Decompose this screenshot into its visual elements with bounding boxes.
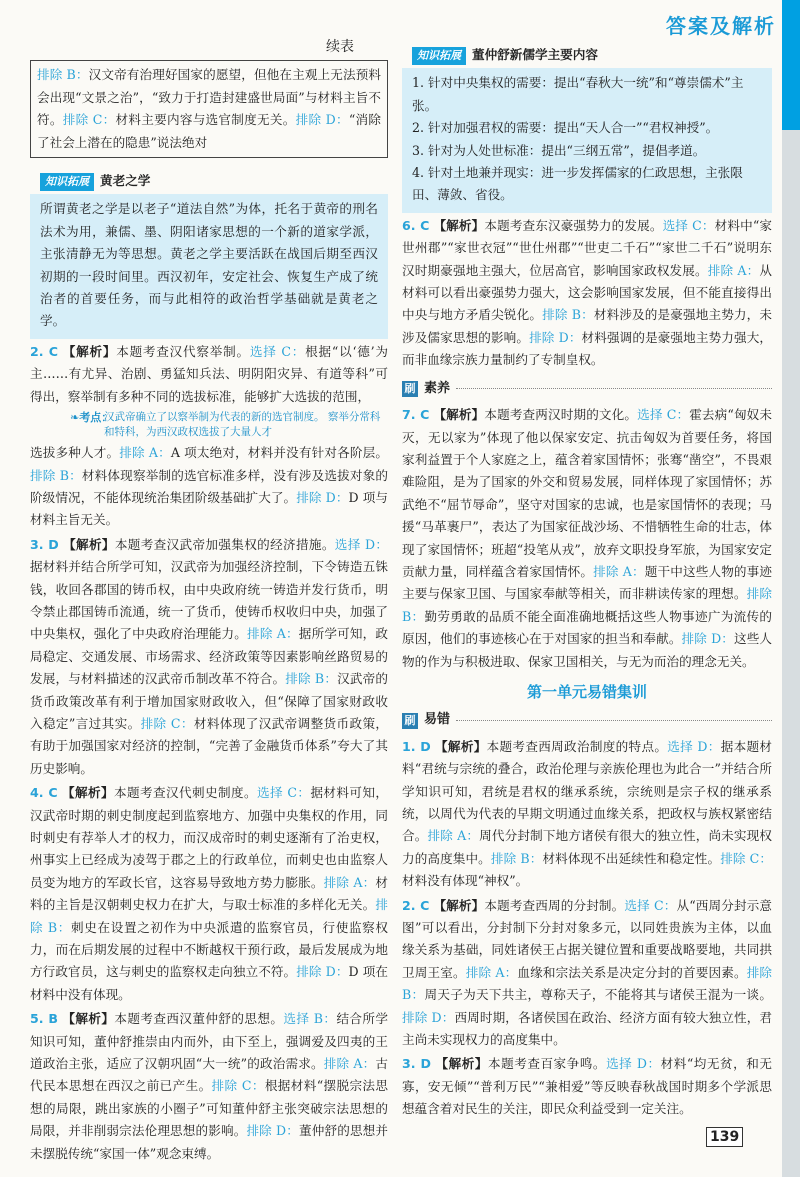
option-label: 排除 A： bbox=[427, 828, 480, 844]
brush-icon: 刷 bbox=[402, 381, 418, 397]
knowledge-item: 4. 针对土地兼并现实：进一步发挥儒家的仁政思想，主张限田、薄敛、省役。 bbox=[412, 165, 743, 203]
option-label: 排除 B： bbox=[542, 307, 594, 323]
knowledge-box-header bbox=[30, 166, 388, 194]
option-label: 排除 D： bbox=[246, 1123, 300, 1139]
analysis-tag: 【解析】 bbox=[435, 1056, 488, 1072]
answer-item-4 bbox=[30, 782, 388, 1006]
option-label: 排除 B： bbox=[490, 850, 543, 866]
text-segment: 材料“均无贫，和无寡，安无倾”“普利万民”“兼相爱”等反映春秋战国时期多个学派思想蕴含着对民生的关注，即民众利益受到一定关注。 bbox=[402, 1056, 773, 1117]
text-segment: D 项与材料主旨无关。 bbox=[30, 489, 389, 528]
option-label: 排除 C： bbox=[62, 112, 116, 128]
option-label: 选择 C： bbox=[637, 407, 690, 423]
option-label: 排除 A： bbox=[323, 1056, 376, 1072]
text-segment: 本题考查两汉时期的文化。 bbox=[484, 407, 638, 423]
option-label: 选择 D： bbox=[334, 536, 389, 552]
text-segment: 材料主要内容与选官制度无关。 bbox=[115, 112, 296, 128]
question-number: 2. C bbox=[30, 343, 58, 359]
note-mark: ❧考点： bbox=[70, 411, 113, 425]
analysis-tag: 【解析】 bbox=[63, 536, 115, 552]
option-label: 排除 A： bbox=[707, 262, 760, 278]
text-segment: 本题考查汉武帝加强集权的经济措施。 bbox=[114, 536, 335, 552]
text-segment: 根据“以‘德’为主……有尤异、治剧、勇猛知兵法、明阴阳灾异、有道等科”可得出，察举制有多种不同的选拔标准，能够扩大选拔的范围， bbox=[30, 343, 388, 404]
section-label: 易错 bbox=[424, 712, 451, 728]
text-segment: “消除了社会上潜在的隐患”说法绝对 bbox=[37, 112, 382, 150]
section-header-yicuo bbox=[402, 709, 772, 731]
option-label: 选择 B： bbox=[283, 1011, 337, 1027]
answer-text bbox=[30, 344, 388, 404]
page-number: 139 bbox=[706, 1127, 743, 1147]
text-segment: 本题考查西周的分封制。 bbox=[484, 897, 625, 913]
text-segment: 古代民本思想在西汉之前已产生。 bbox=[30, 1056, 388, 1094]
option-label: 排除 B： bbox=[285, 671, 338, 687]
text-segment: 材料的主旨是汉朝刺史权力在扩大，与取士标准的多样化无关。 bbox=[30, 874, 388, 913]
text-segment: 霍去病“匈奴未灭，无以家为”体现了他以保家安定、抗击匈奴为首要任务，将国家利益置于个人家庭之上，蕴含着家国情怀；张骞“凿空”，不畏艰难险阻，是为了国家的外交和贸易发展，同样体现了家国情怀；苏武绝不“屈节辱命”，坚守对国家的忠诚，也是家国情怀的表现；马援“马革裹尸”，表达了为国家征战沙场、不惜牺牲生命的壮志，体现了家国情怀；班超“投笔从戎”，放弃文职投身军旅，为国家安定贡献力量，同样蕴含着家国情怀。 bbox=[402, 407, 773, 579]
page-edge-strip bbox=[782, 0, 800, 1177]
answer-text bbox=[30, 1011, 388, 1160]
right-column bbox=[402, 0, 772, 1121]
option-label: 选择 C： bbox=[256, 785, 311, 801]
question-number: 4. C bbox=[30, 785, 58, 801]
option-label: 排除 C： bbox=[211, 1078, 265, 1094]
text-segment: 本题考查百家争鸣。 bbox=[487, 1056, 607, 1072]
text-segment: 材料没有体现“神权”。 bbox=[402, 873, 529, 889]
option-label: 排除 A： bbox=[593, 563, 645, 579]
knowledge-title: 董仲舒新儒学主要内容 bbox=[472, 47, 598, 62]
section-label: 素养 bbox=[424, 380, 451, 396]
text-segment: 本题考查西汉董仲舒的思想。 bbox=[114, 1011, 284, 1027]
answer-text bbox=[402, 407, 772, 668]
knowledge-item: 1. 针对中央集权的需要：提出“春秋大一统”和“尊崇儒术”主张。 bbox=[412, 75, 744, 113]
text-segment: 据材料并结合所学可知，汉武帝为加强经济控制，下令铸造五铢钱，收回各郡国的铸币权，由中央政府统一铸造并发行货币，明令禁止郡国铸币流通，统一了货币，使铸币权收归中央，加强了中央集权，强化了中央政府治理能力。 bbox=[30, 559, 388, 642]
knowledge-item: 2. 针对加强君权的需要：提出“天人合一”“君权神授”。 bbox=[412, 120, 719, 136]
page-header-title: 答案及解析 bbox=[666, 14, 776, 38]
answer-text bbox=[402, 898, 772, 1047]
analysis-tag: 【解析】 bbox=[62, 785, 114, 801]
option-label: 排除 B： bbox=[30, 897, 388, 935]
analysis-tag: 【解析】 bbox=[62, 1011, 115, 1027]
analysis-tag: 【解析】 bbox=[435, 738, 487, 754]
option-label: 排除 A： bbox=[247, 626, 299, 642]
answer-item-6 bbox=[402, 215, 772, 372]
option-label: 排除 C： bbox=[140, 715, 194, 731]
text-segment: 从材料可以看出豪强势力强大，这会影响国家发展，但不能直接得出中央与地方矛盾尖锐化。 bbox=[402, 262, 772, 323]
text-segment: 汉武帝的货币政策改革有利于增加国家财政收入，但“保障了国家财政收入稳定”言过其实。 bbox=[30, 671, 389, 731]
knowledge-item: 3. 针对为人处世标准：提出“三纲五常”，提倡孝道。 bbox=[412, 142, 706, 158]
option-label: 排除 D： bbox=[529, 329, 582, 345]
knowledge-box-header bbox=[402, 40, 772, 68]
text-segment: 据材料可知，汉武帝时期的刺史制度起到监察地方、加强中央集权的作用，同时刺史有荐举人才的权力，而汉成帝时的刺史逐渐有了治吏权，州事实上已经成为凌驾于郡之上的行政单位，而刺史也由监察人员变为地方的军政长官，这容易导致地方势力膨胀。 bbox=[30, 785, 389, 890]
question-number: 3. D bbox=[30, 536, 59, 552]
analysis-tag: 【解析】 bbox=[433, 407, 485, 423]
text-segment: 西周时期，各诸侯国在政治、经济方面有较大独立性，君主尚未实现权力的高度集中。 bbox=[402, 1009, 772, 1048]
error-item-3 bbox=[402, 1053, 772, 1120]
brush-icon: 刷 bbox=[402, 713, 418, 729]
text-segment: 材料涉及的是豪强地主势力，未涉及儒家思想的影响。 bbox=[402, 307, 772, 345]
answer-text bbox=[402, 218, 772, 367]
text-segment: 汉文帝有治理好国家的愿望，但他在主观上无法预料会出现“文景之治”，“致力于打造封建盛世局面”与材料主旨不符。 bbox=[37, 67, 381, 128]
option-label: 排除 B： bbox=[30, 467, 82, 483]
knowledge-body: 所谓黄老之学是以老子“道法自然”为体，托名于黄帝的刑名法术为用，兼儒、墨、阴阳诸家思想的一个新的道家学派，主张清静无为等思想。黄老之学主要活跃在战国后期至西汉初期的一段时间里。西汉初年，安定社会、恢复生产成了统治者的首要任务，而与此相符的政治哲学基础就是黄老之学。 bbox=[40, 201, 378, 329]
question-number: 5. B bbox=[30, 1011, 58, 1027]
text-segment: A 项太绝对，材料并没有针对各阶层。 bbox=[170, 445, 388, 461]
option-label: 选择 C： bbox=[624, 897, 677, 913]
analysis-tag: 【解析】 bbox=[62, 343, 117, 359]
text-segment: D 项在材料中没有体现。 bbox=[30, 964, 389, 1002]
text-segment: 从“西周分封示意图”可以看出，分封制下分封对象多元，以同姓贵族为主体，以血缘关系为基础，同姓诸侯王占据关键位置和重要战略要地，共同拱卫周王室。 bbox=[402, 897, 772, 980]
answer-item-2 bbox=[30, 341, 388, 408]
text-segment: 本题考查汉代刺史制度。 bbox=[114, 785, 257, 801]
knowledge-tag: 知识拓展 bbox=[40, 173, 94, 191]
text-segment: 结合所学知识可知，董仲舒推崇由内而外，由下至上，强调爱及四夷的王道政治主张，适应了汉朝巩固“大一统”的政治需求。 bbox=[30, 1011, 389, 1072]
option-label: 排除 B： bbox=[402, 586, 773, 624]
note-text: 汉武帝确立了以察举制为代表的新的选官制度。 察举分常科和特科，为西汉政权选拔了大量人才 bbox=[104, 411, 381, 439]
text-segment: 材料体现了汉武帝调整货币政策，有助于加强国家对经济的控制，“完善了金融货币体系”夸大了其历史影响。 bbox=[30, 715, 389, 776]
text-segment: 材料中“家世州郡”“家世衣冠”“世仕州郡”“世吏二千石”“家世二千石”说明东汉时期豪强地主强大，位居高官，影响国家政权发展。 bbox=[402, 217, 773, 278]
text-segment: 这些人物的作为与积极进取、保家卫国相关，与无为而治的理念无关。 bbox=[402, 631, 773, 669]
continued-label: 续表 bbox=[326, 39, 354, 55]
text-segment: 本题考查东汉豪强势力的发展。 bbox=[484, 217, 663, 233]
question-number: 1. D bbox=[402, 738, 431, 754]
knowledge-box-dongzhongshu bbox=[402, 40, 772, 213]
option-label: 选择 C： bbox=[662, 217, 715, 233]
question-number: 6. C bbox=[402, 217, 430, 233]
option-label: 排除 D： bbox=[295, 112, 349, 128]
text-segment: 周代分封制下地方诸侯有很大的独立性，尚未实现权力的高度集中。 bbox=[402, 828, 773, 866]
option-label: 排除 A： bbox=[119, 445, 171, 461]
unit-title: 第一单元易错集训 bbox=[526, 682, 647, 701]
text-segment: 据本题材料“君统与宗统的叠合，政治伦理与亲族伦理也为此合一”并结合所学知识可知，君统是君权的继承系统，宗统则是宗子权的继承系统，以周代为代表的早期文明通过血缘关系，把政权与族权紧密结合。 bbox=[402, 738, 773, 844]
text-segment: 血缘和宗法关系是决定分封的首要因素。 bbox=[517, 964, 747, 980]
text-segment: 勤劳勇敢的品质不能全面准确地概括这些人物事迹广为流传的原因，他们的事迹核心在于对国家的担当和奉献。 bbox=[402, 608, 772, 647]
option-label: 排除 A： bbox=[323, 874, 376, 890]
option-label: 排除 A： bbox=[465, 964, 518, 980]
text-segment: 选拔多种人才。 bbox=[30, 445, 120, 461]
section-header-suyang bbox=[402, 378, 772, 400]
error-item-1 bbox=[402, 736, 772, 893]
answer-text bbox=[30, 537, 388, 776]
option-label: 排除 C： bbox=[720, 850, 773, 866]
answer-text bbox=[30, 785, 388, 1002]
error-item-2 bbox=[402, 895, 772, 1052]
option-label: 选择 D： bbox=[606, 1056, 661, 1072]
text-segment: 本题考查汉代察举制。 bbox=[116, 343, 250, 359]
text-segment: 董仲舒的思想并未摆脱传统“家国一体”观念束缚。 bbox=[30, 1123, 388, 1161]
option-label: 选择 D： bbox=[667, 738, 721, 754]
chapter-tab bbox=[782, 0, 800, 130]
knowledge-tag: 知识拓展 bbox=[412, 47, 466, 65]
question-number: 7. C bbox=[402, 407, 430, 423]
knowledge-box-huanglao bbox=[30, 166, 388, 339]
knowledge-title: 黄老之学 bbox=[100, 173, 151, 189]
option-label: 排除 D： bbox=[402, 1009, 455, 1025]
table-continuation-box bbox=[30, 60, 388, 158]
option-label: 选择 C： bbox=[249, 343, 306, 359]
option-label: 排除 D： bbox=[681, 631, 734, 647]
answer-text bbox=[402, 739, 772, 888]
answer-item-5 bbox=[30, 1008, 388, 1165]
text-segment: 材料强调的是豪强地主势力强大，而非血缘宗族力量制约了专制皇权。 bbox=[402, 329, 773, 368]
option-label: 排除 D： bbox=[296, 489, 349, 505]
text-segment: 本题考查西周政治制度的特点。 bbox=[486, 738, 668, 754]
text-segment: 刺史在设置之初作为中央派遣的监察官员，行使监察权力，而在后期发展的过程中不断越权干预行政，最后发展成为地方行政官员，这与刺史的监察权走向独立不符。 bbox=[30, 919, 388, 980]
text-segment: 据所学可知，政局稳定、交通发展、市场需求、经济政策等因素影响丝路贸易的发展，与材料描述的汉武帝币制改革不符合。 bbox=[30, 626, 388, 687]
question-number: 3. D bbox=[402, 1056, 431, 1072]
text-segment: 周天子为天下共主，尊称天子，不能将其与诸侯王混为一谈。 bbox=[424, 987, 772, 1003]
analysis-tag: 【解析】 bbox=[433, 897, 485, 913]
answer-text bbox=[402, 1056, 772, 1116]
option-label: 排除 B： bbox=[37, 67, 89, 83]
option-label: 排除 D： bbox=[296, 964, 349, 980]
text-segment: 材料体现察举制的选官标准多样，没有涉及选拔对象的阶级情况，不能体现统治集团阶级基础扩大了。 bbox=[30, 467, 389, 505]
left-column bbox=[30, 0, 388, 1165]
option-label: 排除 B： bbox=[402, 964, 773, 1003]
margin-note-kaodian bbox=[30, 410, 388, 440]
answer-item-3 bbox=[30, 534, 388, 780]
text-segment: 材料体现不出延续性和稳定性。 bbox=[542, 850, 721, 866]
analysis-tag: 【解析】 bbox=[433, 217, 485, 233]
section-divider bbox=[456, 720, 772, 721]
answer-item-7 bbox=[402, 404, 772, 673]
section-divider bbox=[456, 388, 772, 389]
text-segment: 题干中这些人物的事迹主要与保家卫国、与国家奉献等相关，而非耕读传家的理想。 bbox=[402, 563, 773, 602]
text-segment: 根据材料“摆脱宗法思想的局限，跳出家族的小圈子”可知董仲舒主张突破宗法思想的局限，并非削弱宗法伦理思想的影响。 bbox=[30, 1078, 388, 1139]
answer-item-2-cont bbox=[30, 442, 388, 532]
question-number: 2. C bbox=[402, 897, 430, 913]
